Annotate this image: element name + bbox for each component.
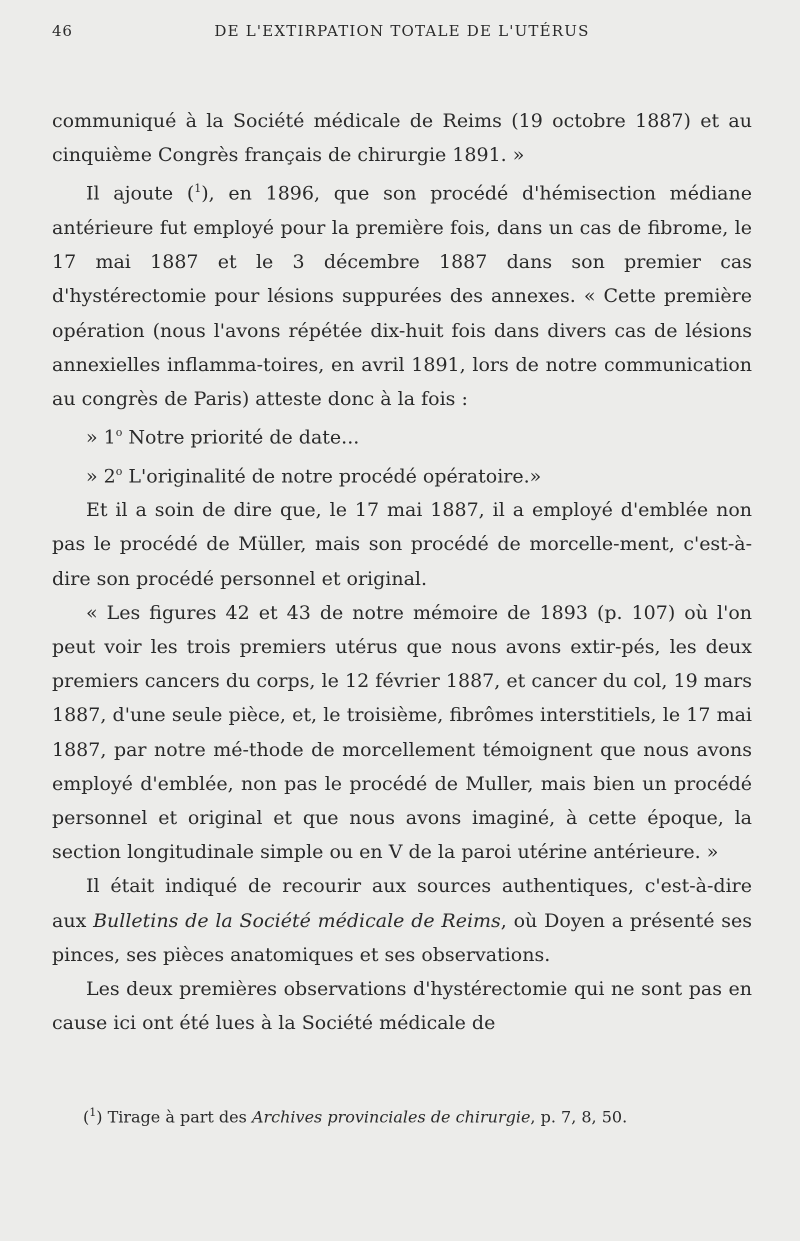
paragraph — [52, 493, 752, 596]
text-run: Il ajoute — [86, 182, 187, 205]
paragraph — [52, 596, 752, 870]
text-run: « Les figures 42 et 43 de notre mémoire de 1893 (p. 107) où l'on peut voir les trois premiers utérus que nous avons extir-pés, les deux premiers cancers du corps, le 12 février 1887, et cancer du col, 19 mars 1887, d'une seule pièce, et, le troisième, fibrômes interstitiels, le 17 mai 1887, par notre mé-thode de morcellement témoignent que nous avons employé d'emblée, non pas le procédé de Muller, mais bien un procédé personnel et original et que nous avons imaginé, à cette époque, la section longitudinale simple ou en V de la paroi utérine antérieure. » — [52, 601, 752, 864]
footnote-journal-title: Archives provinciales de chirurgie — [251, 1107, 531, 1127]
superscript: o — [115, 464, 123, 478]
paragraph — [52, 104, 752, 172]
paragraph — [52, 869, 752, 972]
paragraph — [52, 416, 752, 455]
text-run: L'originalité de notre procédé opératoire.» — [122, 465, 542, 488]
text-run: Les deux premières observations d'hystérectomie qui ne sont pas en cause ici ont été lues à la Société médicale de — [52, 978, 752, 1035]
text-run: communiqué à la Société médicale de Reims (19 octobre 1887) et au cinquième Congrès français de chirurgie 1891. » — [52, 110, 752, 167]
text-run: Et il a soin de dire que, le 17 mai 1887, il a employé d'emblée non pas le procédé de Müller, mais son procédé de morcelle-ment, c'est-à-dire son procédé personnel et original. — [52, 499, 752, 590]
paragraph — [52, 172, 752, 416]
text-run: » 2 — [86, 465, 116, 488]
text-run: , où Doyen a présenté ses pinces, ses pièces anatomiques et ses observations. — [52, 909, 753, 966]
running-title: DE L'EXTIRPATION TOTALE DE L'UTÉRUS — [214, 22, 590, 40]
footnote-marker: 1 — [89, 1106, 97, 1119]
superscript: 1 — [194, 182, 202, 196]
text-run: ), en 1896, que son procédé d'hémisection médiane antérieure fut employé pour la première fois, dans un cas de fibrome, le 17 mai 1887 et le 3 décembre 1887 dans son premier cas d'hystérectomie pour lésions suppurées des annexes. « Cette première opération (nous l'avons répétée dix-huit fois dans divers cas de lésions annexielles inflamma-toires, en avril 1891, lors de notre communication au congrès de Paris) atteste donc à la fois : — [52, 182, 752, 410]
footnote-text-before: Tirage à part des — [107, 1107, 252, 1127]
superscript: o — [115, 426, 123, 440]
body-text — [52, 104, 752, 1040]
footnote: ($^1$) Tirage à part des Archives provinciales de chirurgie, p. 7, 8, 50. — [83, 1106, 628, 1127]
page-number: 46 — [52, 22, 73, 40]
text-run: ( — [186, 182, 195, 205]
italic-title: Bulletins de la Société médicale de Reims — [93, 909, 501, 932]
footnote-text-after: , p. 7, 8, 50. — [530, 1107, 628, 1127]
text-run: Il était indiqué de recourir aux sources authentiques, c'est-à-dire aux — [52, 875, 752, 932]
paragraph — [52, 455, 752, 494]
page-header — [52, 22, 752, 52]
paragraph — [52, 972, 752, 1040]
text-run: Notre priorité de date... — [122, 426, 360, 449]
text-run: » 1 — [86, 426, 116, 449]
